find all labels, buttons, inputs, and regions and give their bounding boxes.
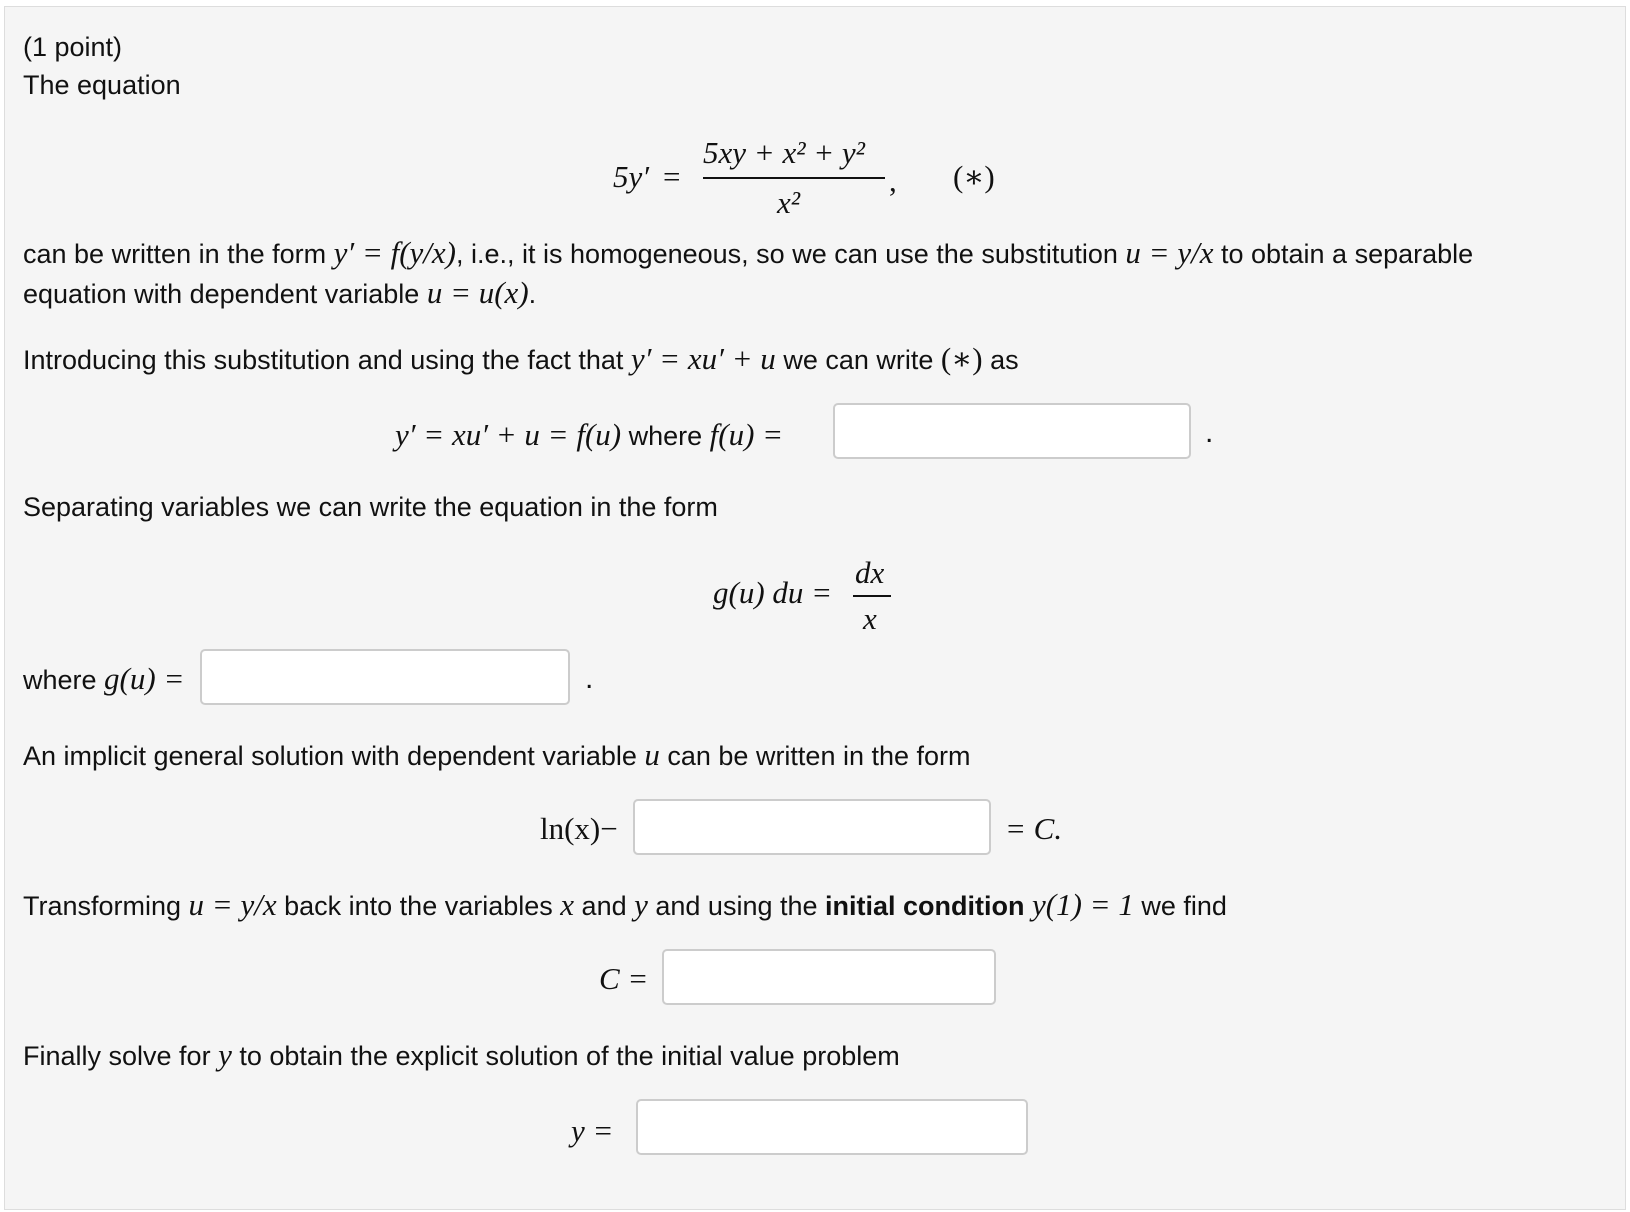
equation-lhs: 5y′ <box>613 159 650 194</box>
problem-panel <box>4 6 1626 1210</box>
p1-text-1: can be written in the form <box>23 239 334 269</box>
equation-label: (∗) <box>953 159 995 194</box>
equation-fraction-bar <box>703 177 885 179</box>
initial-condition-bold: initial condition <box>825 891 1025 921</box>
step-f-where: where <box>621 421 710 451</box>
p1-text-3: to obtain a separable <box>1213 239 1474 269</box>
intro-text: The equation <box>23 70 181 100</box>
p1-text-2: , i.e., it is homogeneous, so we can use the substitution <box>456 239 1126 269</box>
step-g-math: g(u) = <box>104 661 185 696</box>
paragraph-explicit <box>23 1037 900 1073</box>
implicit-answer-input[interactable] <box>633 799 991 855</box>
p2-text-1: Introducing this substitution and using the fact that <box>23 345 631 375</box>
paragraph-homogeneous-line2 <box>23 275 536 311</box>
p5-text-6: we find <box>1133 891 1227 921</box>
step-f-math-1: y′ = xu′ + u = f(u) <box>395 417 622 452</box>
p2-math-1: y′ = xu′ + u <box>630 341 776 376</box>
separable-lhs: g(u) du = <box>713 575 833 610</box>
paragraph-homogeneous <box>23 235 1473 271</box>
p4-text-2: can be written in the form <box>659 741 971 771</box>
separable-numerator: dx <box>855 555 885 590</box>
step-g-period: . <box>585 662 594 695</box>
p1-text-5: . <box>528 279 537 309</box>
g-u-answer-input[interactable] <box>200 649 570 705</box>
p6-math-1: y <box>218 1037 232 1072</box>
points-label: (1 point) <box>23 32 123 62</box>
step-c-label: C = <box>599 961 649 996</box>
step-f-period: . <box>1205 416 1214 449</box>
equation-equals: = <box>663 159 681 194</box>
step-g-label <box>23 661 184 697</box>
p6-text-1: Finally solve for <box>23 1041 219 1071</box>
y-answer-input[interactable] <box>636 1099 1028 1155</box>
step-g-where: where <box>23 665 105 695</box>
f-u-answer-input[interactable] <box>833 403 1191 459</box>
step-f-label <box>395 417 783 453</box>
paragraph-separating: Separating variables we can write the equation in the form <box>23 492 718 522</box>
p4-text-1: An implicit general solution with dependent variable <box>23 741 645 771</box>
p2-math-2: (∗) <box>940 341 983 376</box>
p5-text-4: and using the <box>647 891 826 921</box>
p4-math-1: u <box>644 737 660 772</box>
p2-text-2: we can write <box>775 345 941 375</box>
p5-text-2: back into the variables <box>276 891 561 921</box>
p1-text-4: equation with dependent variable <box>23 279 427 309</box>
p5-text-3: and <box>574 891 635 921</box>
equation-denominator: x² <box>777 185 801 220</box>
p5-text-5 <box>1025 891 1033 921</box>
paragraph-substitution <box>23 341 1019 377</box>
equation-comma: , <box>889 163 897 198</box>
p2-text-3: as <box>982 345 1019 375</box>
p1-math-3: u = u(x) <box>426 275 529 310</box>
p5-math-2: x <box>560 887 575 922</box>
paragraph-implicit <box>23 737 971 773</box>
step-y-label: y = <box>571 1113 614 1148</box>
implicit-prefix: ln(x)− <box>540 811 618 846</box>
step-f-math-2: f(u) = <box>709 417 784 452</box>
p1-math-1: y′ = f(y/x) <box>333 235 457 270</box>
p5-math-4: y(1) = 1 <box>1032 887 1134 922</box>
p1-math-2: u = y/x <box>1125 235 1214 270</box>
p5-math-3: y <box>634 887 648 922</box>
p5-math-1: u = y/x <box>188 887 277 922</box>
equation-numerator: 5xy + x² + y² <box>703 135 865 170</box>
separable-denominator: x <box>863 601 877 636</box>
p5-text-1: Transforming <box>23 891 189 921</box>
separable-fraction-bar <box>853 595 891 597</box>
p6-text-2: to obtain the explicit solution of the initial value problem <box>231 1041 900 1071</box>
implicit-suffix: = C. <box>1005 811 1063 846</box>
c-answer-input[interactable] <box>662 949 996 1005</box>
paragraph-transforming <box>23 887 1227 923</box>
